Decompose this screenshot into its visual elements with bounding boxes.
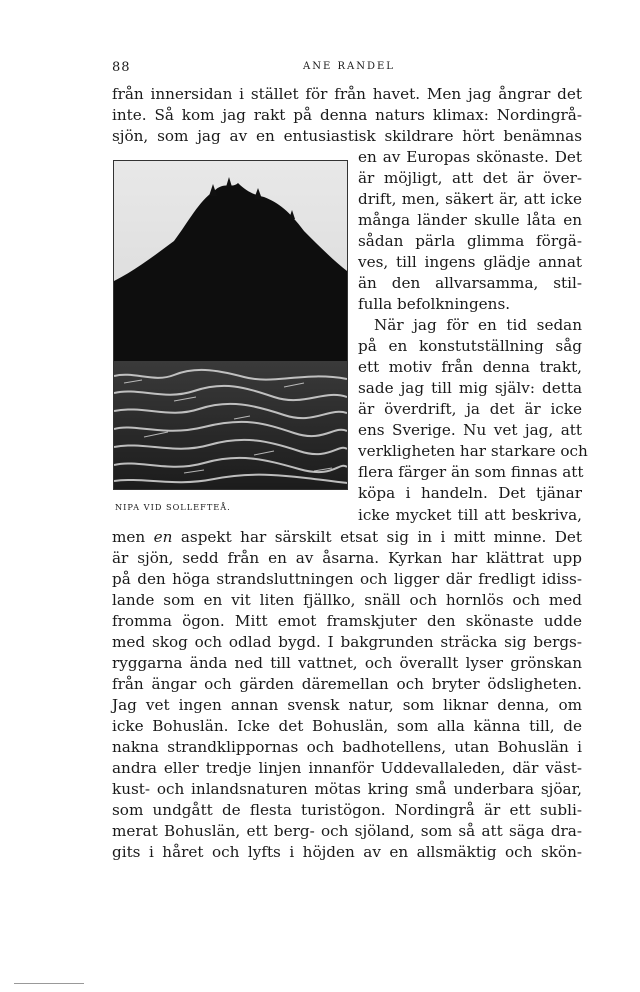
page-number: 88 — [112, 60, 131, 75]
text-line: icke Bohuslän. Icke det Bohuslän, som alla känna till, de — [112, 717, 582, 735]
text-line: köpa i handeln. Det tjänar — [358, 484, 582, 502]
page-edge-mark — [14, 983, 84, 984]
figure-caption: NIPA VID SOLLEFTEÅ. — [115, 502, 231, 512]
text-line: på en konstutställning såg — [358, 337, 582, 355]
text-line: Jag vet ingen annan svensk natur, som liknar denna, om — [112, 696, 582, 714]
text-line: flera färger än som finnas att — [358, 463, 584, 481]
text-line: sjön, som jag av en entusiastisk skildrare hört benämnas — [112, 127, 582, 145]
text-line: är möjligt, att det är över- — [358, 169, 582, 187]
text-line: ves, till ingens glädje annat — [358, 253, 582, 271]
text-line: en av Europas skönaste. Det — [358, 148, 582, 166]
text-line: fromma ögon. Mitt emot framskjuter den skönaste udde — [112, 612, 582, 630]
text-line: fulla befolkningens. — [358, 295, 511, 313]
text-line: inte. Så kom jag rakt på denna naturs klimax: Nordingrå- — [112, 106, 582, 124]
text-line: drift, men, säkert är, att icke — [358, 190, 582, 208]
text-line — [112, 527, 582, 548]
text-line: än den allvarsamma, stil- — [358, 274, 582, 292]
text-line: När jag för en tid sedan — [374, 316, 582, 334]
text-line: på den höga strandsluttningen och ligger där fredligt idiss- — [112, 570, 582, 588]
text-line: som undgått de flesta turistögon. Nordingrå är ett subli- — [112, 801, 582, 819]
river-rapids-photo — [113, 160, 348, 490]
text-line: är sjön, sedd från en av åsarna. Kyrkan har klättrat upp — [112, 549, 582, 567]
text-line: verkligheten har starkare och — [358, 442, 588, 460]
text-line: från innersidan i stället för från havet. Men jag ångrar det — [112, 85, 582, 103]
text-line: nakna strandklippornas och badhotellens, utan Bohuslän i — [112, 738, 582, 756]
emphasized-word: en — [153, 528, 173, 546]
running-head: ANE RANDEL — [303, 61, 395, 72]
text-line: från ängar och gärden däremellan och bryter ödsligheten. — [112, 675, 582, 693]
text-line: ett motiv från denna trakt, — [358, 358, 582, 376]
text-line: gits i håret och lyfts i höjden av en allsmäktig och skön- — [112, 843, 582, 861]
text-line: icke mycket till att beskriva, — [358, 506, 582, 524]
text-line: ryggarna ända ned till vattnet, och överallt lyser grönskan — [112, 654, 582, 672]
page-header — [112, 60, 586, 78]
text-line: kust- och inlandsnaturen mötas kring små underbara sjöar, — [112, 780, 582, 798]
text-line: med skog och odlad bygd. I bakgrunden sträcka sig bergs- — [112, 633, 582, 651]
text-line: merat Bohuslän, ett berg- och sjöland, som så att säga dra- — [112, 822, 582, 840]
text-line: andra eller tredje linjen innanför Uddevallaleden, där väst- — [112, 759, 582, 777]
text-fragment: aspekt har särskilt etsat sig in i mitt minne. Det — [180, 528, 583, 546]
text-line: är överdrift, ja det är icke — [358, 400, 582, 418]
text-fragment: men — [112, 528, 146, 546]
text-line: sade jag till mig själv: detta — [358, 379, 582, 397]
text-line: sådan pärla glimma förgä- — [358, 232, 582, 250]
text-line: många länder skulle låta en — [358, 211, 582, 229]
text-line: ens Sverige. Nu vet jag, att — [358, 421, 582, 439]
text-line: lande som en vit liten fjällko, snäll och hornlös och med — [112, 591, 582, 609]
